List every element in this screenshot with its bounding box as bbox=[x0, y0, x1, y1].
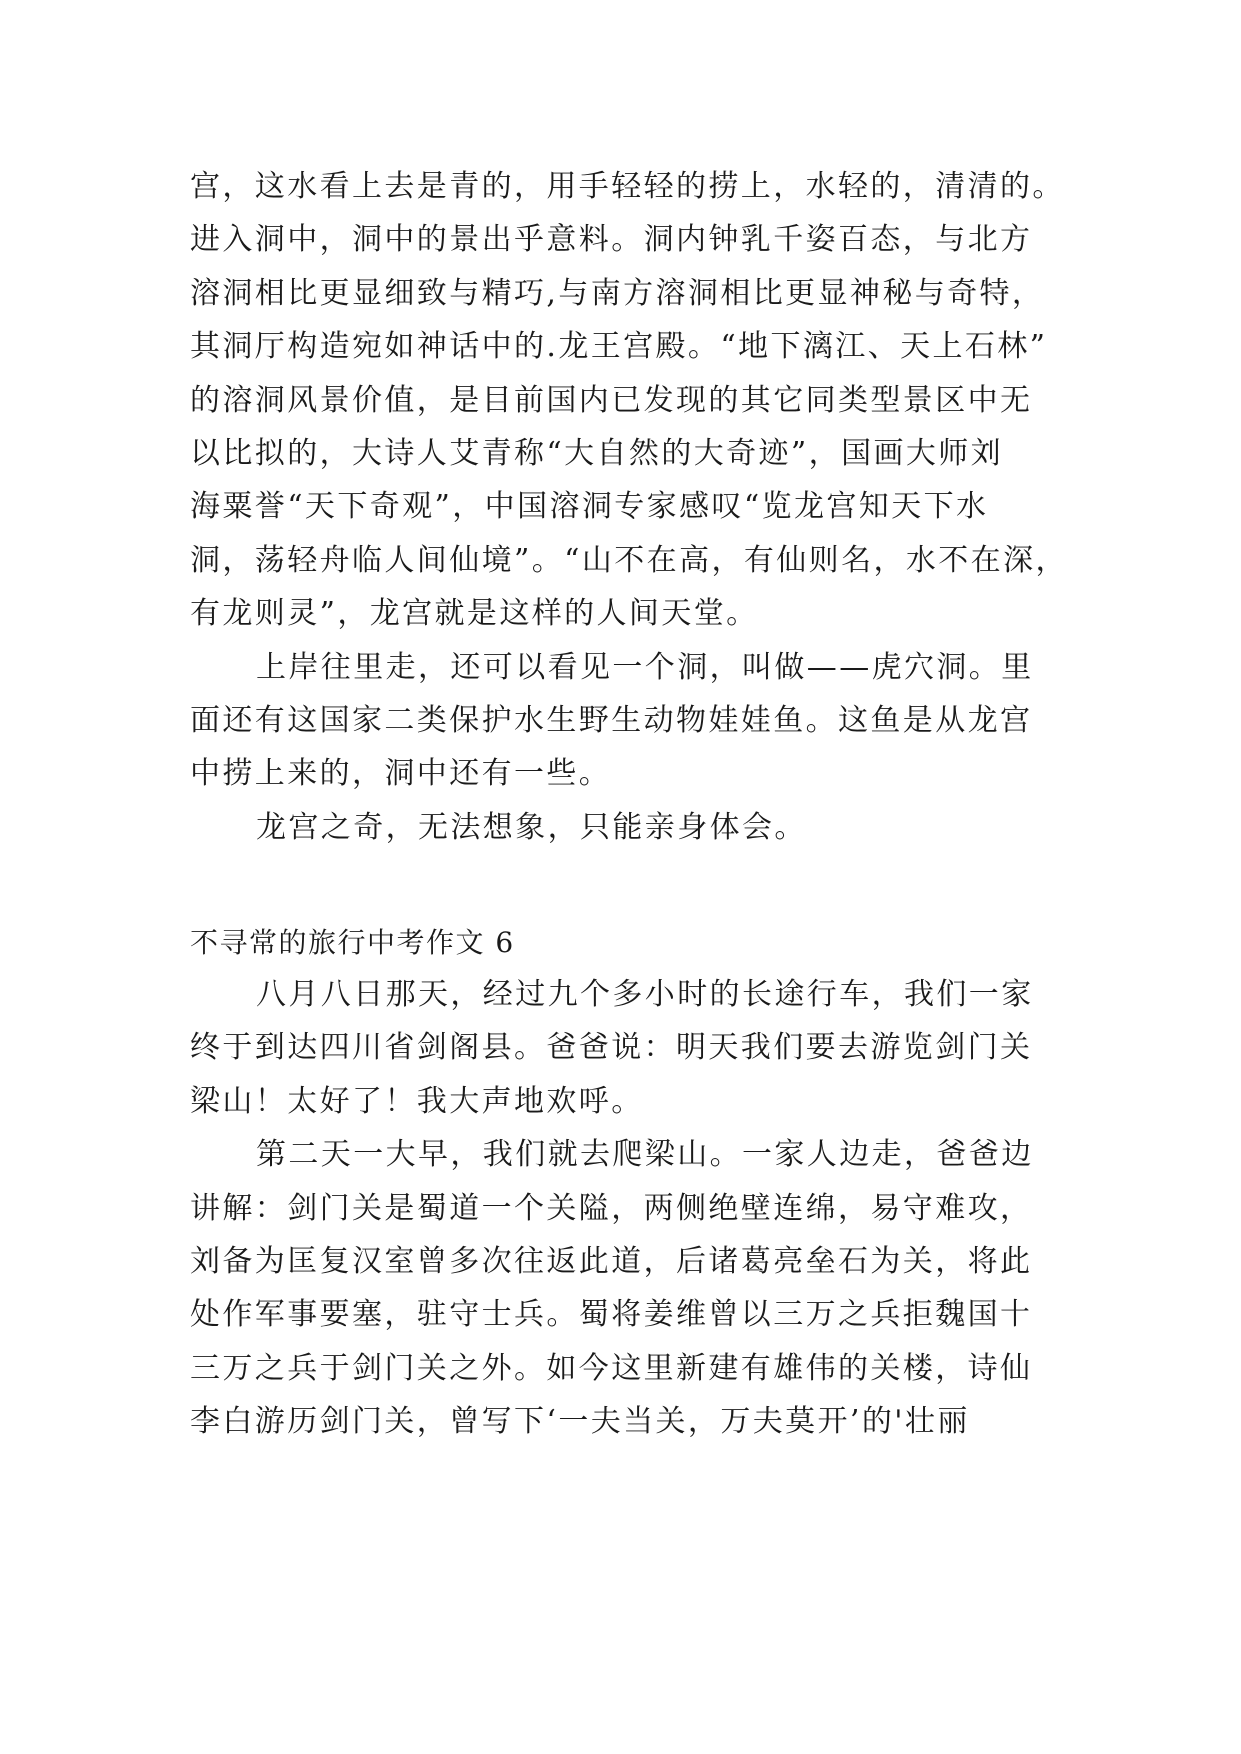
text-line: 溶洞相比更显细致与精巧,与南方溶洞相比更显神秘与奇特， bbox=[190, 275, 1045, 311]
paragraph-jianmen-pass bbox=[190, 1128, 1090, 1448]
text-line: 上岸往里走，还可以看见一个洞，叫做——虎穴洞。里 bbox=[256, 649, 1034, 685]
text-line: 进入洞中，洞中的景出乎意料。洞内钟乳千姿百态，与北方 bbox=[190, 222, 1033, 258]
section-spacer bbox=[190, 854, 1090, 918]
text-line: 李白游历剑门关，曾写下‘一夫当关，万夫莫开’的'壮丽 bbox=[190, 1404, 970, 1440]
text-line: 第二天一大早，我们就去爬梁山。一家人边走，爸爸边 bbox=[256, 1137, 1034, 1173]
text-line: 的溶洞风景价值，是目前国内已发现的其它同类型景区中无 bbox=[190, 382, 1033, 418]
text-line: 其洞厅构造宛如神话中的.龙王宫殿。“地下漓江、天上石林” bbox=[190, 329, 1048, 365]
text-line: 有龙则灵”，龙宫就是这样的人间天堂。 bbox=[190, 596, 759, 632]
text-line: 刘备为匡复汉室曾多次往返此道，后诸葛亮垒石为关，将此 bbox=[190, 1244, 1033, 1280]
text-line: 龙宫之奇，无法想象，只能亲身体会。 bbox=[256, 809, 807, 845]
text-line: 八月八日那天，经过九个多小时的长途行车，我们一家 bbox=[256, 977, 1034, 1013]
paragraph-conclusion bbox=[190, 801, 1090, 854]
text-line: 海粟誉“天下奇观”，中国溶洞专家感叹“览龙宫知天下水 bbox=[190, 489, 989, 525]
text-line: 终于到达四川省剑阁县。爸爸说：明天我们要去游览剑门关 bbox=[190, 1030, 1033, 1066]
text-line: 面还有这国家二类保护水生野生动物娃娃鱼。这鱼是从龙宫 bbox=[190, 702, 1033, 738]
text-line: 中捞上来的，洞中还有一些。 bbox=[190, 756, 612, 792]
text-line: 以比拟的，大诗人艾青称“大自然的大奇迹”，国画大师刘 bbox=[190, 435, 1004, 471]
text-line: 处作军事要塞，驻守士兵。蜀将姜维曾以三万之兵拒魏国十 bbox=[190, 1297, 1033, 1333]
essay-heading: 不寻常的旅行中考作文 6 bbox=[190, 926, 515, 960]
text-line: 梁山！太好了！我大声地欢呼。 bbox=[190, 1083, 644, 1119]
text-line: 洞，荡轻舟临人间仙境”。“山不在高，有仙则名，水不在深， bbox=[190, 542, 1068, 578]
text-line: 宫，这水看上去是青的，用手轻轻的捞上，水轻的，清清的。 bbox=[190, 169, 1065, 204]
paragraph-arrival bbox=[190, 968, 1090, 1128]
document-page bbox=[190, 160, 1090, 1449]
paragraph-longgong-cave bbox=[190, 160, 1090, 641]
text-line: 三万之兵于剑门关之外。如今这里新建有雄伟的关楼，诗仙 bbox=[190, 1350, 1033, 1386]
paragraph-tiger-cave bbox=[190, 641, 1090, 801]
text-line: 讲解：剑门关是蜀道一个关隘，两侧绝壁连绵，易守难攻， bbox=[190, 1190, 1033, 1226]
